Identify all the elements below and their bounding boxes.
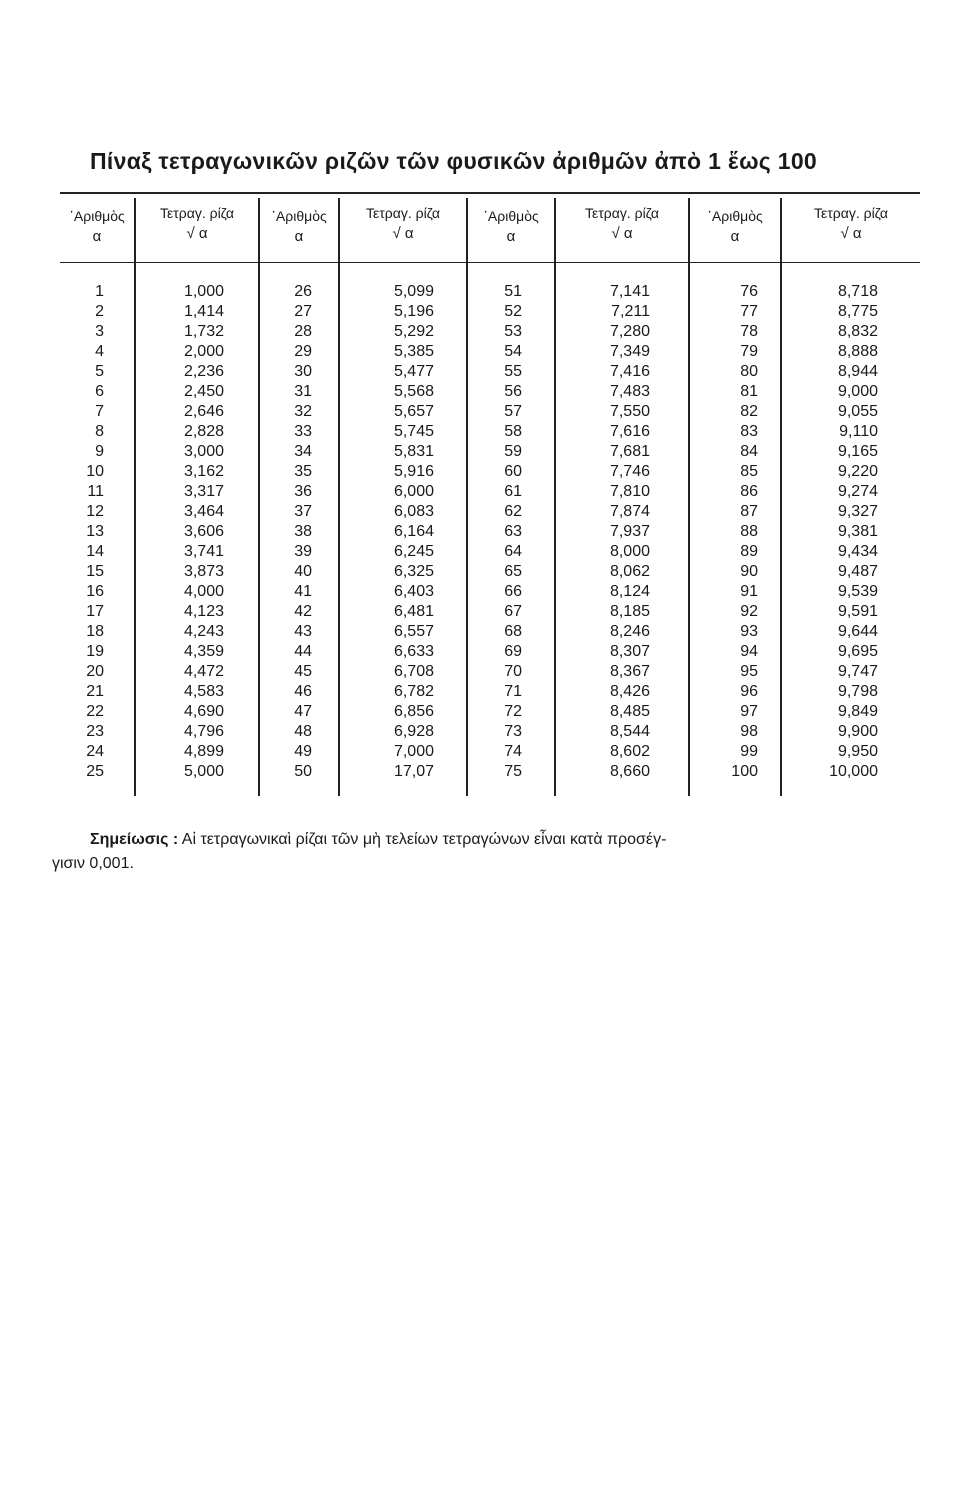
table-cell-root: 8,832 — [837, 323, 878, 340]
table-cell-root: 2,450 — [183, 383, 224, 400]
table-cell-number: 26 — [294, 283, 312, 300]
table-cell-number: 16 — [86, 583, 104, 600]
table-cell-root: 17,07 — [393, 763, 434, 780]
column-divider — [780, 198, 782, 796]
table-cell-number: 93 — [740, 623, 758, 640]
table-cell-root: 5,657 — [393, 403, 434, 420]
table-cell-number: 85 — [740, 463, 758, 480]
table-cell-number: 29 — [294, 343, 312, 360]
table-cell-root: 2,828 — [183, 423, 224, 440]
number-column — [470, 282, 522, 782]
footnote-continuation: γισιν 0,001. — [52, 855, 134, 872]
table-cell-root: 8,660 — [609, 763, 650, 780]
table-cell-root: 9,798 — [837, 683, 878, 700]
table-cell-root: 4,243 — [183, 623, 224, 640]
table-cell-number: 32 — [294, 403, 312, 420]
table-cell-number: 36 — [294, 483, 312, 500]
table-cell-root: 10,000 — [829, 763, 878, 780]
table-cell-number: 6 — [95, 383, 104, 400]
table-cell-root: 9,900 — [837, 723, 878, 740]
table-cell-number: 60 — [504, 463, 522, 480]
table-cell-root: 9,381 — [837, 523, 878, 540]
table-cell-number: 56 — [504, 383, 522, 400]
number-header — [60, 208, 134, 245]
table-cell-root: 8,307 — [609, 643, 650, 660]
table-cell-root: 4,583 — [183, 683, 224, 700]
root-header-sub: √ α — [840, 225, 862, 242]
table-cell-root: 6,083 — [393, 503, 434, 520]
table-cell-number: 37 — [294, 503, 312, 520]
table-cell-root: 4,472 — [183, 663, 224, 680]
table-cell-number: 43 — [294, 623, 312, 640]
table-cell-number: 92 — [740, 603, 758, 620]
table-cell-root: 8,888 — [837, 343, 878, 360]
table-cell-number: 7 — [95, 403, 104, 420]
root-header — [782, 205, 920, 242]
table-cell-number: 79 — [740, 343, 758, 360]
top-rule — [60, 192, 920, 194]
table-cell-number: 28 — [294, 323, 312, 340]
table-cell-root: 2,236 — [183, 363, 224, 380]
number-header-label: ᾿Αριθμὸς — [483, 208, 539, 224]
table-cell-root: 1,732 — [183, 323, 224, 340]
table-cell-number: 67 — [504, 603, 522, 620]
table-cell-number: 46 — [294, 683, 312, 700]
table-cell-number: 45 — [294, 663, 312, 680]
table-cell-number: 61 — [504, 483, 522, 500]
table-cell-root: 8,367 — [609, 663, 650, 680]
table-cell-number: 42 — [294, 603, 312, 620]
table-cell-number: 21 — [86, 683, 104, 700]
table-cell-number: 78 — [740, 323, 758, 340]
table-cell-root: 3,000 — [183, 443, 224, 460]
table-cell-root: 9,539 — [837, 583, 878, 600]
table-cell-root: 3,162 — [183, 463, 224, 480]
table-cell-number: 40 — [294, 563, 312, 580]
root-header-label: Τετραγ. ρίζα — [813, 205, 889, 221]
table-cell-root: 6,856 — [393, 703, 434, 720]
table-cell-root: 4,899 — [183, 743, 224, 760]
column-divider — [338, 198, 340, 796]
table-cell-number: 38 — [294, 523, 312, 540]
table-cell-root: 7,681 — [609, 443, 650, 460]
table-cell-number: 47 — [294, 703, 312, 720]
table-cell-number: 4 — [95, 343, 104, 360]
table-cell-root: 9,327 — [837, 503, 878, 520]
table-cell-number: 97 — [740, 703, 758, 720]
column-divider — [466, 198, 468, 796]
table-cell-number: 59 — [504, 443, 522, 460]
table-cell-number: 83 — [740, 423, 758, 440]
table-cell-number: 58 — [504, 423, 522, 440]
root-header-label: Τετραγ. ρίζα — [159, 205, 235, 221]
table-cell-root: 7,550 — [609, 403, 650, 420]
table-cell-number: 69 — [504, 643, 522, 660]
table-cell-number: 11 — [87, 483, 104, 500]
root-header-label: Τετραγ. ρίζα — [584, 205, 660, 221]
table-cell-number: 99 — [740, 743, 758, 760]
table-cell-number: 31 — [294, 383, 312, 400]
table-cell-root: 2,000 — [183, 343, 224, 360]
header-rule — [60, 262, 920, 263]
number-header-sub: α — [506, 228, 516, 245]
table-cell-number: 10 — [86, 463, 104, 480]
table-cell-root: 8,185 — [609, 603, 650, 620]
table-cell-number: 66 — [504, 583, 522, 600]
table-cell-number: 64 — [504, 543, 522, 560]
root-header-sub: √ α — [392, 225, 414, 242]
table-cell-number: 2 — [95, 303, 104, 320]
table-cell-root: 9,434 — [837, 543, 878, 560]
table-cell-number: 90 — [740, 563, 758, 580]
table-cell-number: 98 — [740, 723, 758, 740]
table-cell-root: 4,690 — [183, 703, 224, 720]
table-cell-root: 5,196 — [393, 303, 434, 320]
table-cell-number: 62 — [504, 503, 522, 520]
table-cell-number: 39 — [294, 543, 312, 560]
table-cell-number: 77 — [740, 303, 758, 320]
root-header — [136, 205, 258, 242]
table-cell-root: 9,644 — [837, 623, 878, 640]
table-cell-number: 24 — [86, 743, 104, 760]
table-cell-root: 2,646 — [183, 403, 224, 420]
table-cell-root: 8,602 — [609, 743, 650, 760]
table-cell-root: 6,000 — [393, 483, 434, 500]
table-cell-number: 18 — [86, 623, 104, 640]
table-cell-root: 6,633 — [393, 643, 434, 660]
table-cell-number: 23 — [86, 723, 104, 740]
table-cell-root: 6,164 — [393, 523, 434, 540]
table-cell-root: 5,099 — [393, 283, 434, 300]
table-cell-root: 3,873 — [183, 563, 224, 580]
table-cell-number: 54 — [504, 343, 522, 360]
table-cell-root: 8,944 — [837, 363, 878, 380]
root-header — [556, 205, 688, 242]
table-cell-number: 80 — [740, 363, 758, 380]
table-cell-number: 87 — [740, 503, 758, 520]
table-cell-root: 8,000 — [609, 543, 650, 560]
table-cell-number: 76 — [740, 283, 758, 300]
root-header — [340, 205, 466, 242]
table-cell-number: 73 — [504, 723, 522, 740]
table-cell-number: 88 — [740, 523, 758, 540]
table-cell-root: 7,937 — [609, 523, 650, 540]
number-header-sub: α — [294, 228, 304, 245]
table-cell-root: 6,325 — [393, 563, 434, 580]
table-cell-number: 95 — [740, 663, 758, 680]
number-header — [468, 208, 554, 245]
number-header-label: ᾿Αριθμὸς — [271, 208, 327, 224]
table-cell-root: 8,544 — [609, 723, 650, 740]
table-cell-number: 8 — [95, 423, 104, 440]
table-cell-number: 9 — [95, 443, 104, 460]
root-header-sub: √ α — [611, 225, 633, 242]
table-cell-number: 25 — [86, 763, 104, 780]
table-cell-number: 65 — [504, 563, 522, 580]
footnote-text: Αἱ τετραγωνικαὶ ρίζαι τῶν μὴ τελείων τετραγώνων εἶναι κατὰ προσέγ- — [181, 831, 667, 848]
table-cell-number: 20 — [86, 663, 104, 680]
table-cell-root: 6,245 — [393, 543, 434, 560]
table-cell-root: 5,745 — [393, 423, 434, 440]
table-cell-number: 74 — [504, 743, 522, 760]
table-cell-root: 8,485 — [609, 703, 650, 720]
table-cell-number: 63 — [504, 523, 522, 540]
table-cell-number: 48 — [294, 723, 312, 740]
table-cell-root: 8,718 — [837, 283, 878, 300]
number-column — [60, 282, 104, 782]
table-cell-root: 9,110 — [839, 423, 878, 440]
table-cell-root: 6,928 — [393, 723, 434, 740]
table-cell-root: 9,849 — [837, 703, 878, 720]
table-cell-root: 5,385 — [393, 343, 434, 360]
table-cell-root: 3,464 — [183, 503, 224, 520]
table-cell-root: 6,403 — [393, 583, 434, 600]
table-cell-root: 8,775 — [837, 303, 878, 320]
number-header-sub: α — [92, 228, 102, 245]
table-cell-number: 17 — [86, 603, 104, 620]
root-column — [344, 282, 434, 782]
table-cell-root: 8,062 — [609, 563, 650, 580]
table-cell-number: 35 — [294, 463, 312, 480]
table-cell-number: 12 — [86, 503, 104, 520]
footnote — [52, 828, 920, 872]
table-cell-root: 8,124 — [609, 583, 650, 600]
table-cell-root: 7,483 — [609, 383, 650, 400]
table-cell-root: 5,916 — [393, 463, 434, 480]
table-cell-number: 19 — [86, 643, 104, 660]
table-cell-root: 5,831 — [393, 443, 434, 460]
number-header — [690, 208, 780, 245]
table-cell-root: 7,416 — [609, 363, 650, 380]
table-cell-number: 94 — [740, 643, 758, 660]
table-cell-root: 9,055 — [837, 403, 878, 420]
table-title: Πίναξ τετραγωνικῶν ριζῶν τῶν φυσικῶν ἀριθμῶν ἀπὸ 1 ἕως 100 — [90, 148, 818, 174]
column-divider — [134, 198, 136, 796]
table-cell-number: 30 — [294, 363, 312, 380]
table-cell-number: 55 — [504, 363, 522, 380]
table-cell-number: 15 — [86, 563, 104, 580]
table-cell-number: 5 — [95, 363, 104, 380]
table-cell-root: 6,481 — [393, 603, 434, 620]
table-cell-root: 8,246 — [609, 623, 650, 640]
table-cell-number: 51 — [504, 283, 522, 300]
number-header-sub: α — [730, 228, 740, 245]
table-cell-root: 1,000 — [183, 283, 224, 300]
root-header-sub: √ α — [186, 225, 208, 242]
table-cell-number: 53 — [504, 323, 522, 340]
footnote-label: Σημείωσις : — [90, 831, 179, 848]
table-cell-root: 1,414 — [183, 303, 224, 320]
table-cell-number: 13 — [86, 523, 104, 540]
table-cell-number: 3 — [95, 323, 104, 340]
column-divider — [258, 198, 260, 796]
table-cell-number: 96 — [740, 683, 758, 700]
table-cell-number: 57 — [504, 403, 522, 420]
table-cell-root: 7,746 — [609, 463, 650, 480]
table-cell-root: 9,487 — [837, 563, 878, 580]
table-cell-number: 86 — [740, 483, 758, 500]
table-cell-root: 3,317 — [183, 483, 224, 500]
table-cell-number: 75 — [504, 763, 522, 780]
table-cell-root: 3,606 — [183, 523, 224, 540]
column-divider — [554, 198, 556, 796]
table-cell-number: 89 — [740, 543, 758, 560]
table-cell-root: 7,874 — [609, 503, 650, 520]
table-cell-number: 44 — [294, 643, 312, 660]
table-cell-number: 50 — [294, 763, 312, 780]
table-cell-number: 27 — [294, 303, 312, 320]
table-cell-root: 9,950 — [837, 743, 878, 760]
table-cell-root: 9,000 — [837, 383, 878, 400]
table-cell-root: 7,280 — [609, 323, 650, 340]
root-column — [560, 282, 650, 782]
number-header — [260, 208, 338, 245]
table-cell-root: 7,616 — [609, 423, 650, 440]
table-cell-root: 9,220 — [837, 463, 878, 480]
root-header-label: Τετραγ. ρίζα — [365, 205, 441, 221]
table-cell-number: 34 — [294, 443, 312, 460]
table-cell-number: 33 — [294, 423, 312, 440]
table-cell-number: 82 — [740, 403, 758, 420]
table-cell-root: 7,141 — [609, 283, 650, 300]
number-header-label: ᾿Αριθμὸς — [69, 208, 125, 224]
table-cell-root: 6,557 — [393, 623, 434, 640]
table-cell-root: 9,165 — [837, 443, 878, 460]
table-cell-root: 9,695 — [837, 643, 878, 660]
table-cell-root: 3,741 — [183, 543, 224, 560]
table-cell-root: 4,359 — [183, 643, 224, 660]
table-cell-root: 9,274 — [837, 483, 878, 500]
column-divider — [688, 198, 690, 796]
table-cell-root: 7,810 — [609, 483, 650, 500]
table-cell-number: 68 — [504, 623, 522, 640]
table-cell-root: 8,426 — [609, 683, 650, 700]
table-cell-root: 5,292 — [393, 323, 434, 340]
table-cell-root: 5,477 — [393, 363, 434, 380]
table-cell-root: 4,000 — [183, 583, 224, 600]
table-cell-number: 22 — [86, 703, 104, 720]
root-column — [140, 282, 224, 782]
table-cell-root: 7,349 — [609, 343, 650, 360]
number-column — [694, 282, 758, 782]
table-cell-root: 4,796 — [183, 723, 224, 740]
table-cell-root: 7,211 — [611, 303, 650, 320]
table-cell-number: 72 — [504, 703, 522, 720]
table-cell-number: 41 — [294, 583, 312, 600]
table-cell-root: 5,000 — [183, 763, 224, 780]
table-cell-root: 9,747 — [837, 663, 878, 680]
table-cell-number: 81 — [740, 383, 758, 400]
table-cell-number: 52 — [504, 303, 522, 320]
table-cell-root: 9,591 — [837, 603, 878, 620]
table-cell-root: 6,782 — [393, 683, 434, 700]
table-cell-root: 7,000 — [393, 743, 434, 760]
root-column — [786, 282, 878, 782]
table-cell-number: 91 — [740, 583, 758, 600]
table-cell-number: 70 — [504, 663, 522, 680]
number-column — [262, 282, 312, 782]
table-cell-root: 6,708 — [393, 663, 434, 680]
table-cell-number: 71 — [504, 683, 522, 700]
table-cell-number: 49 — [294, 743, 312, 760]
table-cell-number: 1 — [95, 283, 104, 300]
number-header-label: ᾿Αριθμὸς — [707, 208, 763, 224]
table-cell-root: 5,568 — [393, 383, 434, 400]
table-cell-number: 84 — [740, 443, 758, 460]
table-cell-root: 4,123 — [183, 603, 224, 620]
table-cell-number: 14 — [86, 543, 104, 560]
table-cell-number: 100 — [731, 763, 758, 780]
